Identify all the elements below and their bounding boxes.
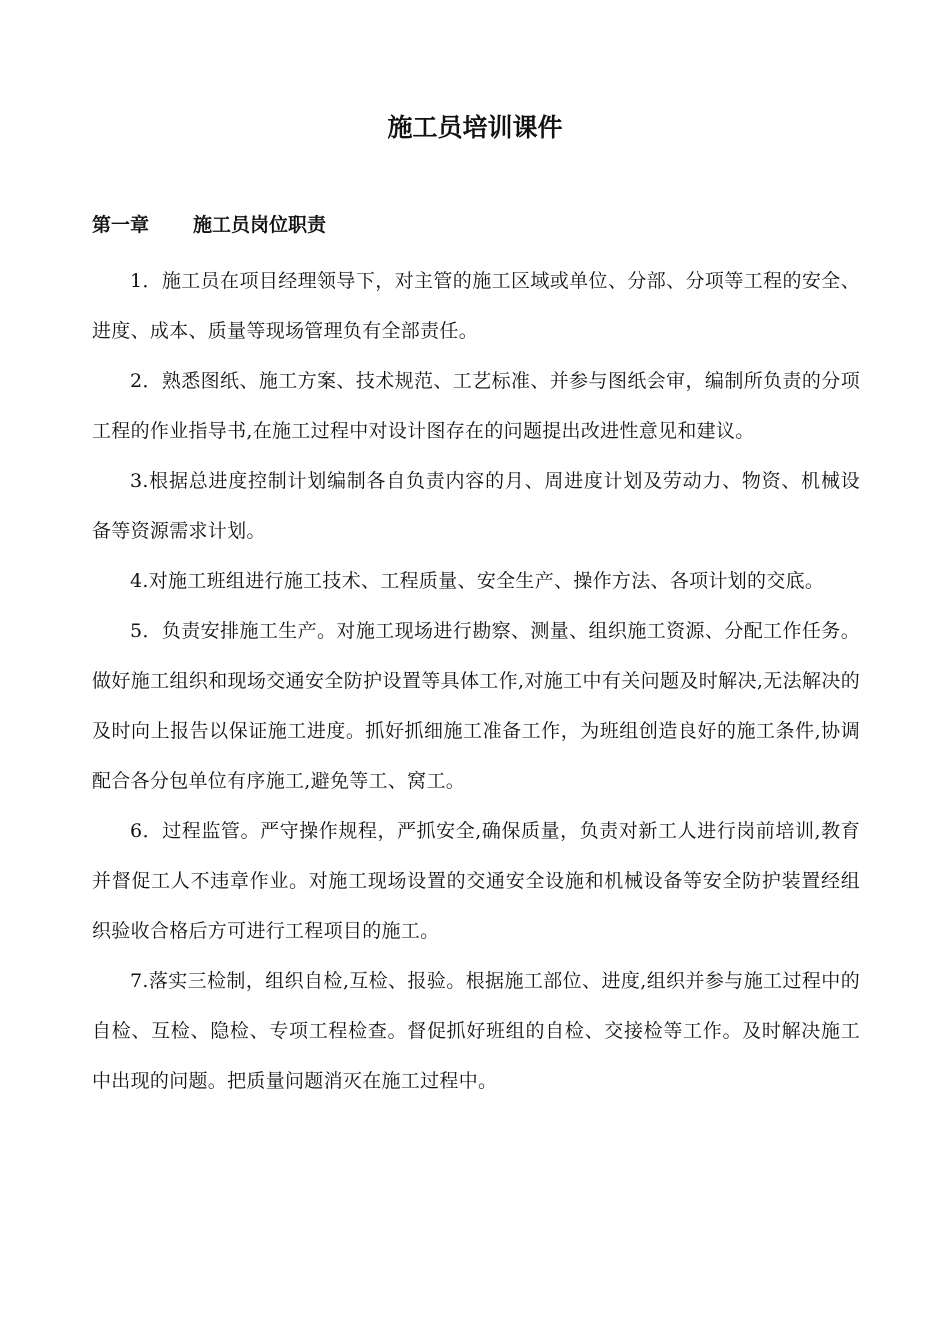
paragraph: 2．熟悉图纸、施工方案、技术规范、工艺标准、并参与图纸会审，编制所负责的分项工程的作业指导书,在施工过程中对设计图存在的问题提出改进性意见和建议。 <box>92 370 860 442</box>
paragraph: 7.落实三检制，组织自检,互检、报验。根据施工部位、进度,组织并参与施工过程中的自检、互检、隐检、专项工程检查。督促抓好班组的自检、交接检等工作。及时解决施工中出现的问题。把质量问题消灭在施工过程中。 <box>92 970 860 1092</box>
paragraph: 6．过程监管。严守操作规程，严抓安全,确保质量，负责对新工人进行岗前培训,教育并督促工人不违章作业。对施工现场设置的交通安全设施和机械设备等安全防护装置经组织验收合格后方可进行工程项目的施工。 <box>92 820 860 942</box>
chapter-number: 第一章 <box>92 214 150 236</box>
paragraph: 3.根据总进度控制计划编制各自负责内容的月、周进度计划及劳动力、物资、机械设备等资源需求计划。 <box>92 470 860 542</box>
document-body <box>92 256 860 1106</box>
paragraph: 1．施工员在项目经理领导下，对主管的施工区域或单位、分部、分项等工程的安全、进度、成本、质量等现场管理负有全部责任。 <box>92 270 860 342</box>
paragraph: 4.对施工班组进行施工技术、工程质量、安全生产、操作方法、各项计划的交底。 <box>130 570 825 592</box>
chapter-heading <box>92 208 326 242</box>
chapter-name: 施工员岗位职责 <box>193 214 327 236</box>
paragraph: 5．负责安排施工生产。对施工现场进行勘察、测量、组织施工资源、分配工作任务。做好施工组织和现场交通安全防护设置等具体工作,对施工中有关问题及时解决,无法解决的及时向上报告以保证施工进度。抓好抓细施工准备工作，为班组创造良好的施工条件,协调配合各分包单位有序施工,避免等工、窝工。 <box>92 620 860 792</box>
document-title: 施工员培训课件 <box>387 113 563 142</box>
